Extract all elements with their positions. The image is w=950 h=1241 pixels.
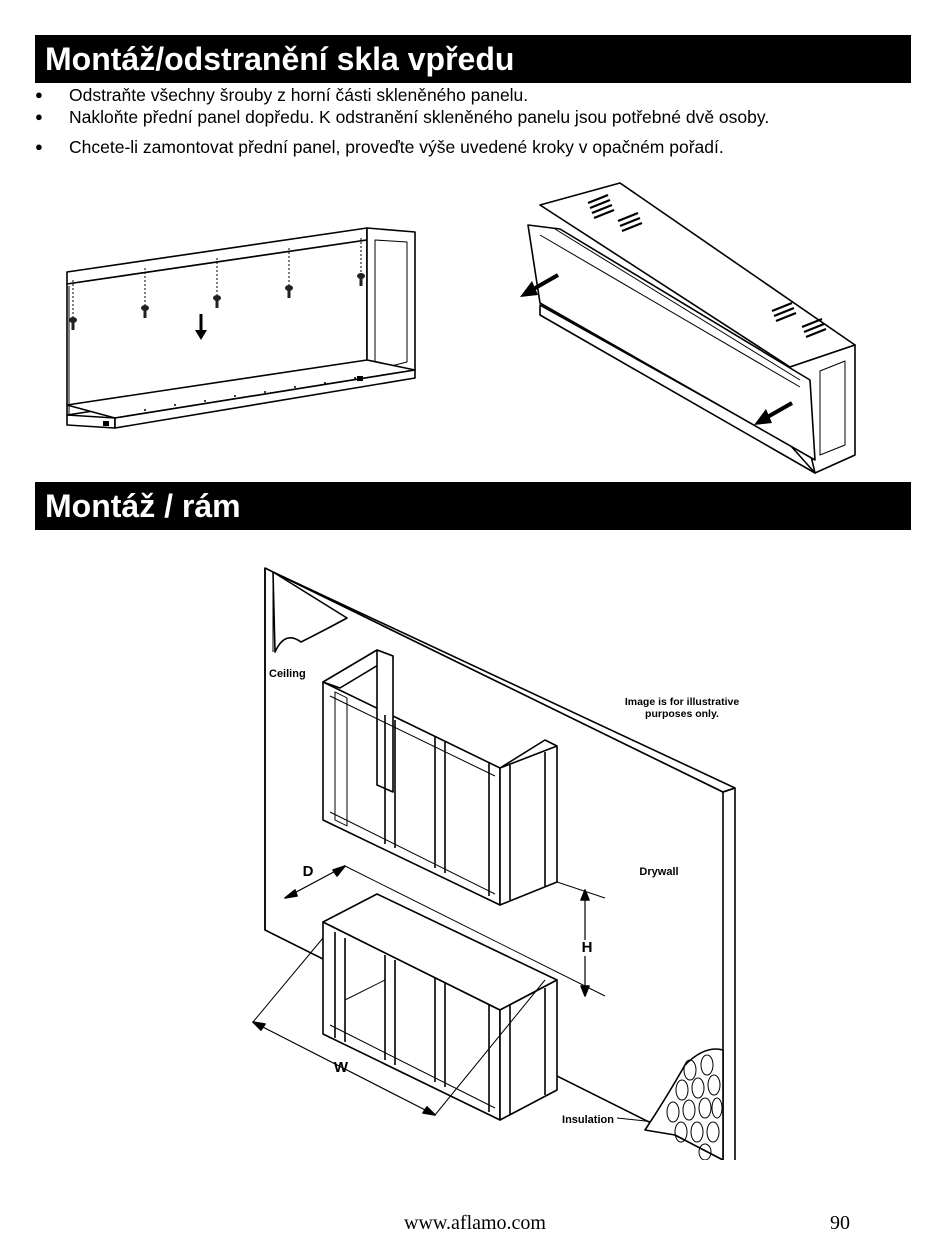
drywall-label: Drywall [639,866,679,878]
glass-instructions-list [35,84,769,158]
section-title-frame: Montáž / rám [35,482,911,530]
illustrative-note-line2: purposes only. [645,708,719,720]
illustrative-note-line1: Image is for illustrative [624,696,740,708]
panel-tilt-illustration [510,175,880,475]
list-item: ● Nakloňte přední panel dopředu. K odstranění skleněného panelu jsou potřebné dvě osoby. [35,106,769,128]
list-item: ● Odstraňte všechny šrouby z horní části skleněného panelu. [35,84,769,106]
screw-removal-illustration [55,220,435,450]
footer-url: www.aflamo.com [404,1212,546,1234]
dimension-d-label: D [302,863,314,880]
insulation-label: Insulation [562,1114,614,1126]
framing-diagram [245,560,745,1160]
list-item: ● Chcete-li zamontovat přední panel, proveďte výše uvedené kroky v opačném pořadí. [35,136,769,158]
ceiling-label: Ceiling [269,668,306,680]
dimension-w-label: W [333,1059,349,1076]
section-title-glass: Montáž/odstranění skla vpředu [35,35,911,83]
dimension-h-label: H [581,939,593,956]
page-number: 90 [830,1212,850,1234]
